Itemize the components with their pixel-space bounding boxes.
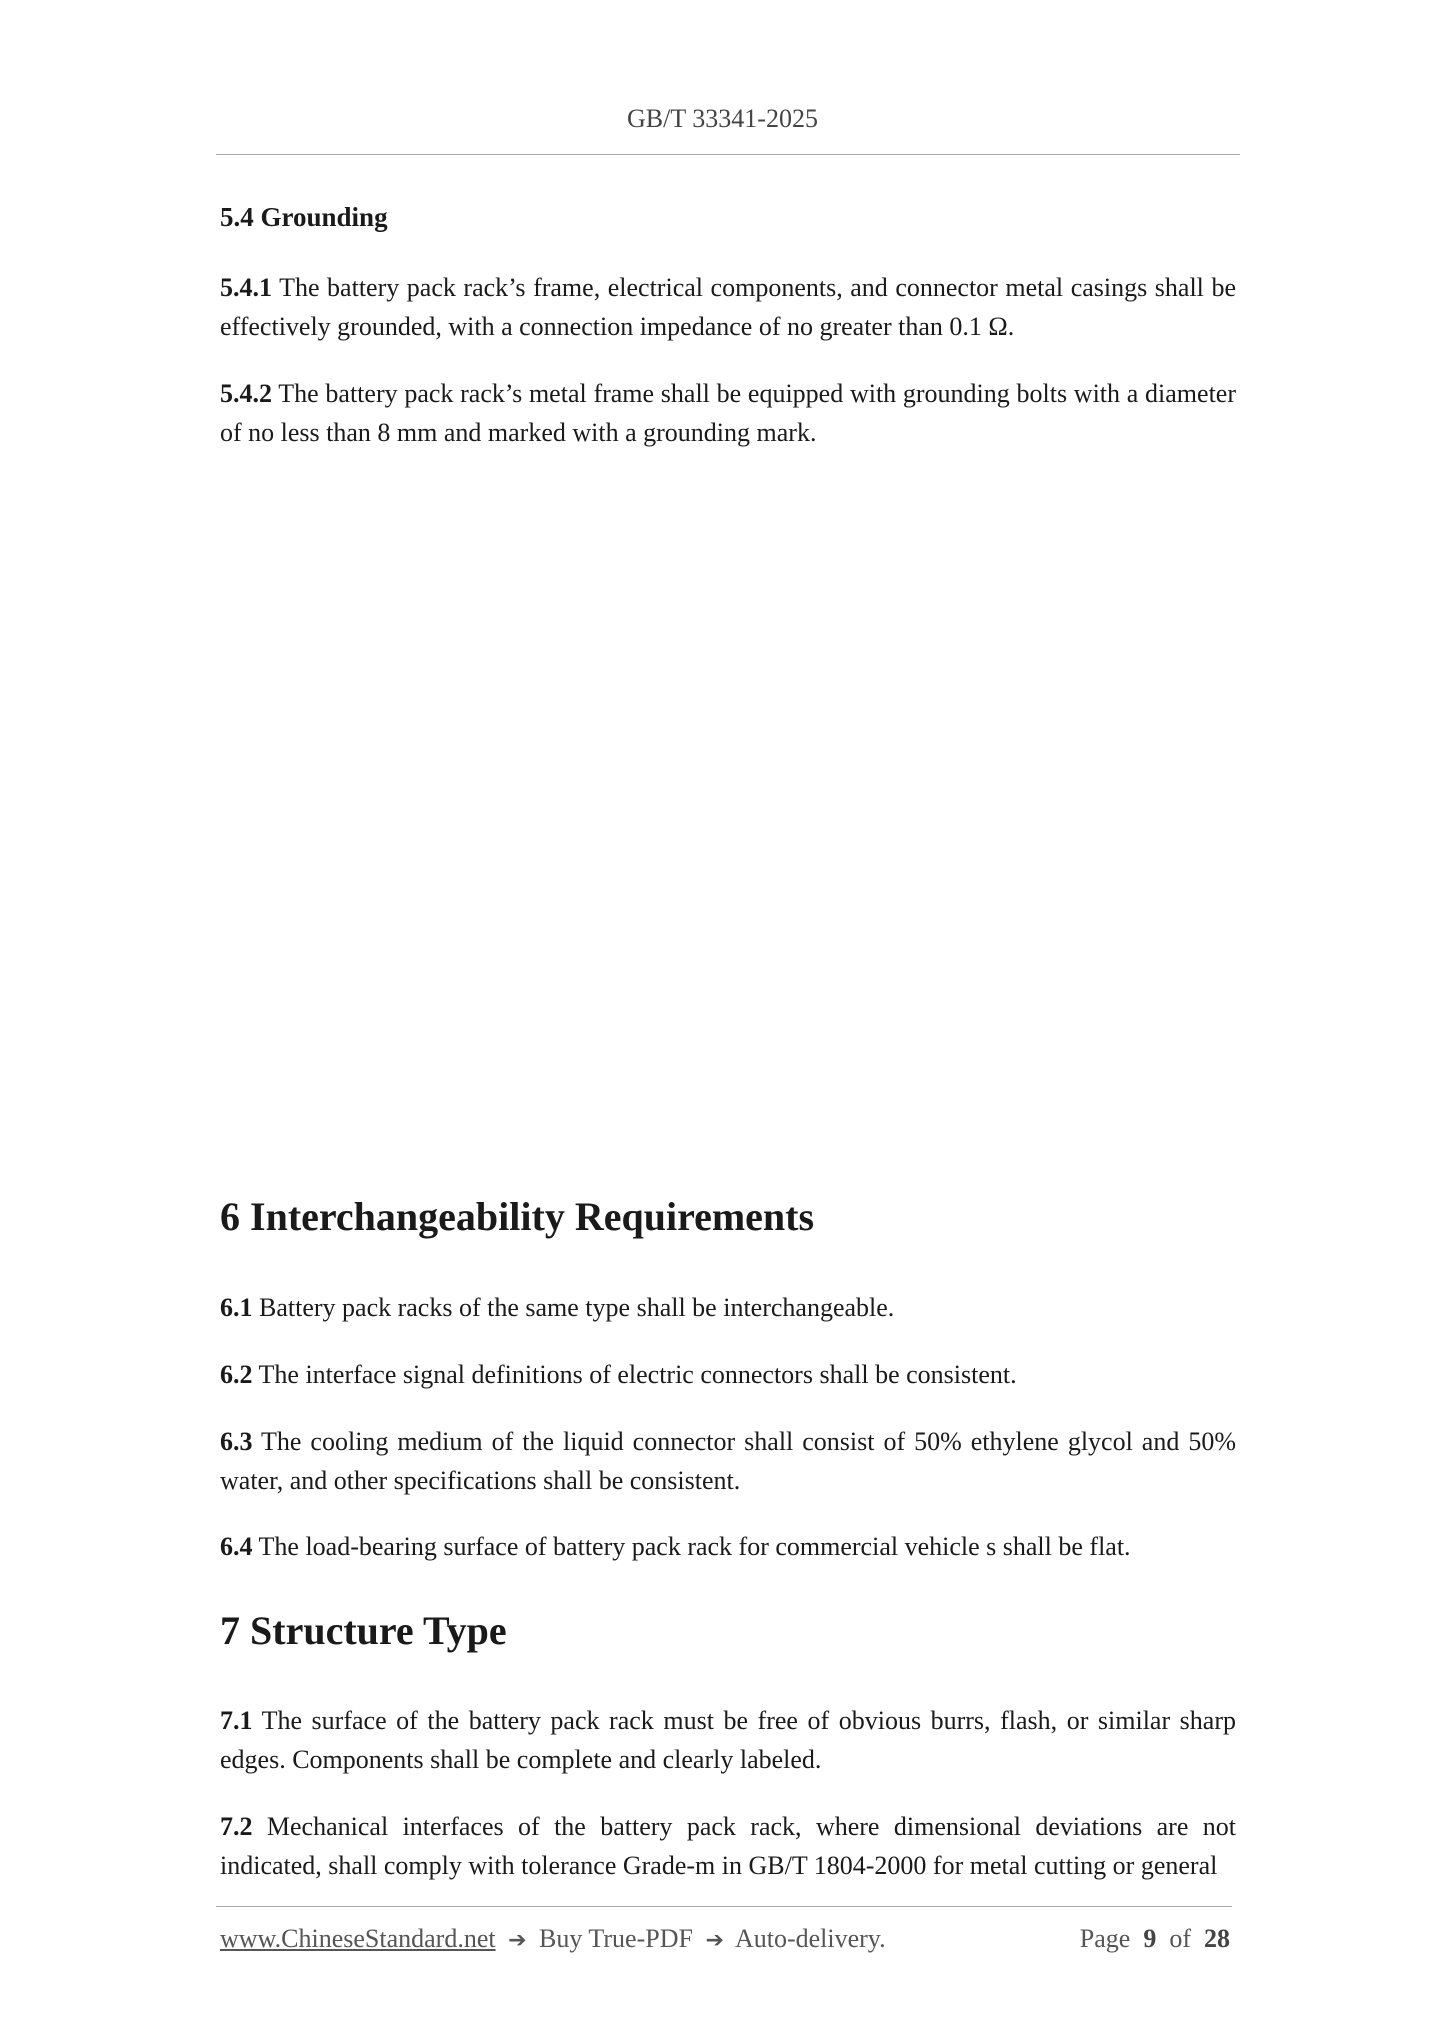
section-heading-7: 7 Structure Type xyxy=(220,1608,507,1653)
clause-text: The load-bearing surface of battery pack rack for commercial vehicle s shall be flat. xyxy=(252,1532,1131,1561)
clause-number: 6.3 xyxy=(220,1427,253,1456)
clause-text: The battery pack rack’s metal frame shall be equipped with grounding bolts with a diameter of no less than 8 mm and marked with a grounding mark. xyxy=(220,379,1236,447)
clause-7-1 xyxy=(220,1701,1236,1779)
website-link[interactable]: www.ChineseStandard.net xyxy=(220,1924,496,1953)
page-indicator xyxy=(1080,1924,1230,1954)
clause-text: Mechanical interfaces of the battery pack rack, where dimensional deviations are not indicated, shall comply with tolerance Grade-m in GB/T 1804-2000 for metal cutting or general xyxy=(220,1812,1236,1880)
page-current: 9 xyxy=(1143,1924,1157,1953)
clause-number: 5.4.1 xyxy=(220,273,272,302)
clause-text: The surface of the battery pack rack must be free of obvious burrs, flash, or similar sharp edges. Components shall be complete and clearly labeled. xyxy=(220,1706,1236,1774)
clause-number: 7.1 xyxy=(220,1706,253,1735)
clause-7-2 xyxy=(220,1807,1236,1885)
clause-number: 6.1 xyxy=(220,1293,253,1322)
clause-number: 7.2 xyxy=(220,1812,253,1841)
clause-text: The interface signal definitions of electric connectors shall be consistent. xyxy=(252,1360,1017,1389)
clause-text: The battery pack rack’s frame, electrical components, and connector metal casings shall be effectively grounded, with a connection impedance of no greater than 0.1 Ω. xyxy=(220,273,1236,341)
clause-text: The cooling medium of the liquid connector shall consist of 50% ethylene glycol and 50% water, and other specifications shall be consistent. xyxy=(220,1427,1236,1495)
arrow-right-icon: ➔ xyxy=(705,1928,724,1953)
page-total: 28 xyxy=(1204,1924,1230,1953)
clause-6-2 xyxy=(220,1355,1236,1394)
clause-number: 6.4 xyxy=(220,1532,253,1561)
clause-5-4-2 xyxy=(220,374,1236,452)
page-of: of xyxy=(1169,1924,1191,1953)
clause-6-3 xyxy=(220,1422,1236,1500)
section-heading-5-4: 5.4 Grounding xyxy=(220,202,388,232)
clause-6-1 xyxy=(220,1288,1236,1327)
footer-divider xyxy=(216,1906,1232,1907)
clause-6-4 xyxy=(220,1527,1236,1566)
clause-number: 6.2 xyxy=(220,1360,253,1389)
auto-delivery-text: Auto-delivery. xyxy=(734,1924,886,1953)
document-code-header: GB/T 33341-2025 xyxy=(627,104,818,133)
section-heading-6: 6 Interchangeability Requirements xyxy=(220,1194,815,1239)
clause-text: Battery pack racks of the same type shall be interchangeable. xyxy=(252,1293,895,1322)
page-label: Page xyxy=(1079,1924,1131,1953)
header-divider xyxy=(216,154,1240,155)
clause-number: 5.4.2 xyxy=(220,379,272,408)
clause-5-4-1 xyxy=(220,268,1236,346)
arrow-right-icon: ➔ xyxy=(508,1928,527,1953)
buy-true-pdf-text: Buy True-PDF xyxy=(539,1924,693,1953)
page-footer xyxy=(220,1924,1230,1954)
